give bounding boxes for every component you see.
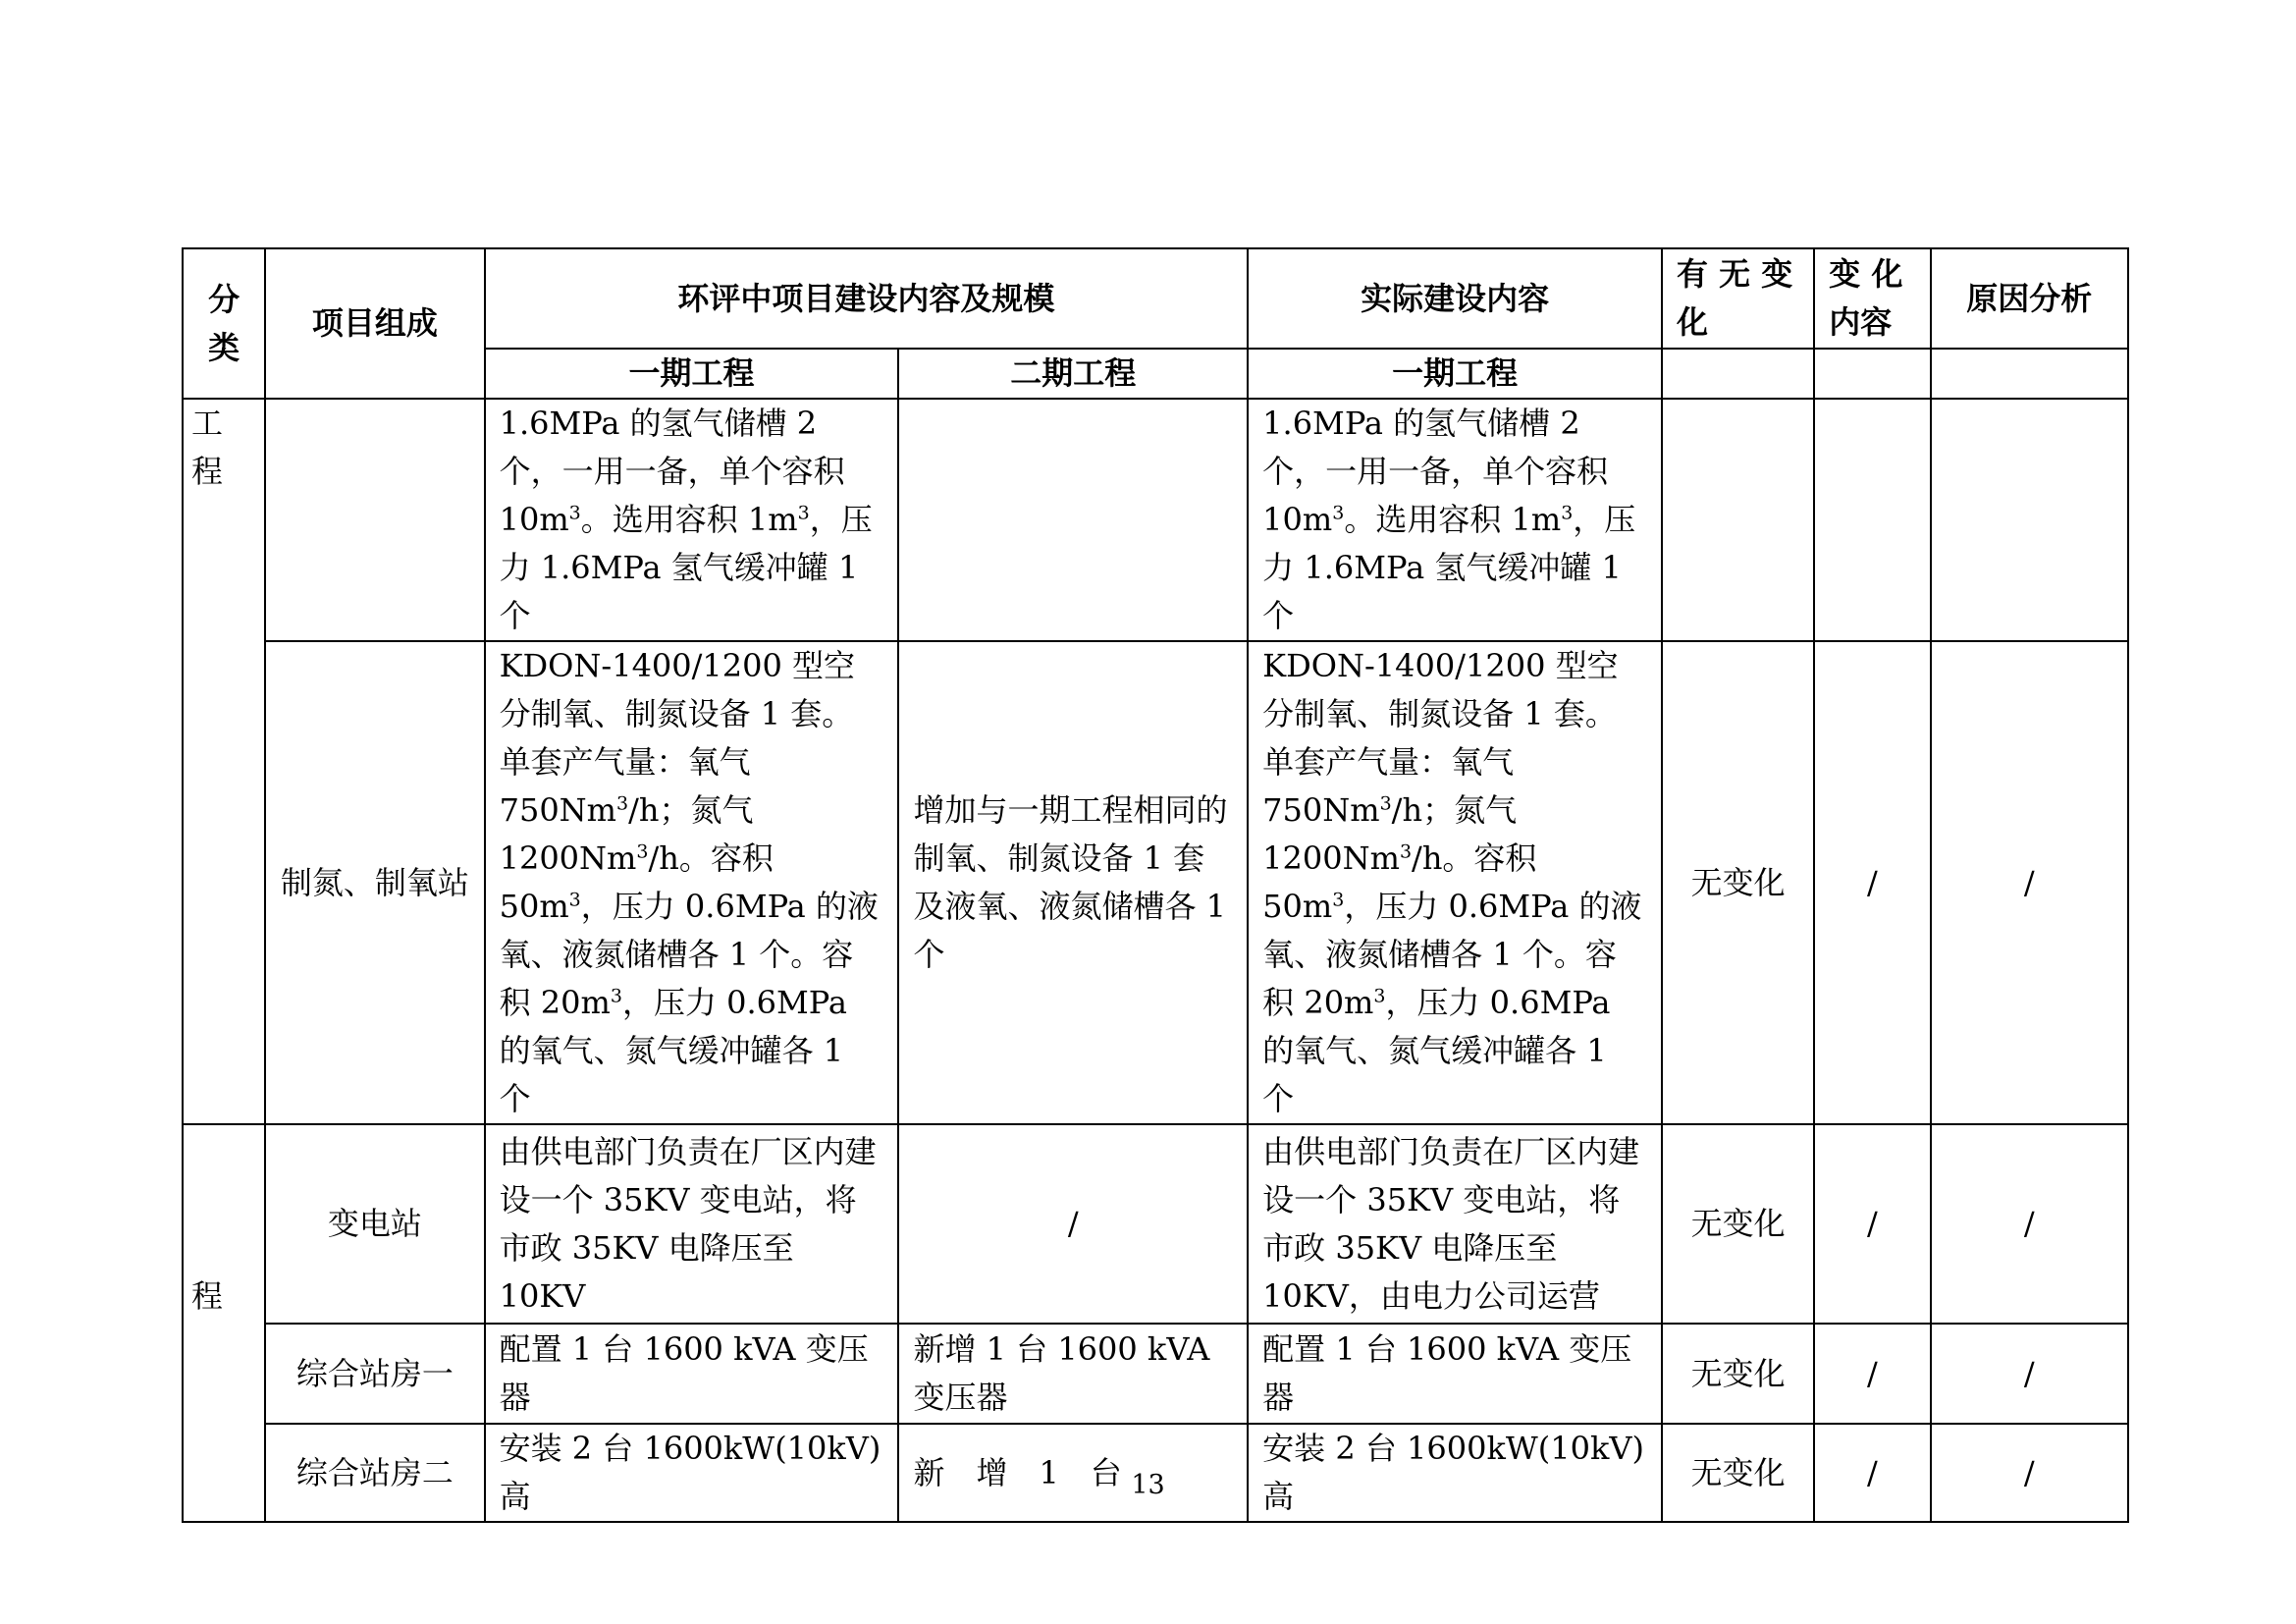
table-row <box>183 641 2128 1124</box>
change-cell: 无变化 <box>1662 1324 1814 1424</box>
change-cell: 无变化 <box>1662 1124 1814 1324</box>
construction-comparison-table <box>182 247 2129 1523</box>
change-content-cell: / <box>1814 1124 1930 1324</box>
category-cell: 工 程 <box>183 399 265 1124</box>
header-empty-cell <box>1814 349 1930 399</box>
phase2-cell: 新 增 1 台 <box>898 1424 1248 1522</box>
phase1-cell: KDON-1400/1200 型空分制氧、制氮设备 1 套。单套产气量：氧气 750Nm$^3$/h；氮气 1200Nm$^3$/h。容积 $50m^3$，压力 0.6MPa 的液氧、液氮储槽各 1 个。容积 $20m^3$，压力 0.6MPa 的氧气、氮气缓冲罐各 1 个 <box>485 641 899 1124</box>
change-content-cell <box>1814 399 1930 641</box>
reason-cell: / <box>1931 1424 2128 1522</box>
table-row <box>183 399 2128 641</box>
page-number: 13 <box>1131 1470 1165 1500</box>
change-content-cell: / <box>1814 641 1930 1124</box>
header-eia-content: 环评中项目建设内容及规模 <box>485 248 1249 349</box>
header-actual-phase1: 一期工程 <box>1248 349 1662 399</box>
header-category: 分 类 <box>183 248 265 399</box>
phase2-cell: / <box>898 1124 1248 1324</box>
phase1-cell: 配置 1 台 1600 kVA 变压器 <box>485 1324 899 1424</box>
table-row <box>183 1324 2128 1424</box>
actual-cell: KDON-1400/1200 型空分制氧、制氮设备 1 套。单套产气量：氧气 750Nm$^3$/h；氮气 1200Nm$^3$/h。容积 $50m^3$，压力 0.6MPa 的液氧、液氮储槽各 1 个。容积 $20m^3$，压力 0.6MPa 的氧气、氮气缓冲罐各 1 个 <box>1248 641 1662 1124</box>
change-content-cell: / <box>1814 1424 1930 1522</box>
reason-cell: / <box>1931 1324 2128 1424</box>
actual-cell: 配置 1 台 1600 kVA 变压器 <box>1248 1324 1662 1424</box>
header-has-change: 有 无 变 化 <box>1662 248 1814 349</box>
phase2-cell <box>898 399 1248 641</box>
category-cell: 程 <box>183 1124 265 1522</box>
phase1-cell: 安装 2 台 1600kW(10kV)高 <box>485 1424 899 1522</box>
phase2-cell: 增加与一期工程相同的制氧、制氮设备 1 套及液氧、液氮储槽各 1 个 <box>898 641 1248 1124</box>
reason-cell: / <box>1931 1124 2128 1324</box>
actual-cell: 1.6MPa 的氢气储槽 2 个，一用一备，单个容积 $10m^3$。选用容积 $1m^3$，压力 1.6MPa 氢气缓冲罐 1 个 <box>1248 399 1662 641</box>
header-empty-cell <box>1931 349 2128 399</box>
change-cell <box>1662 399 1814 641</box>
component-cell <box>265 399 484 641</box>
reason-cell <box>1931 399 2128 641</box>
component-cell: 综合站房一 <box>265 1324 484 1424</box>
change-cell: 无变化 <box>1662 641 1814 1124</box>
header-phase1: 一期工程 <box>485 349 899 399</box>
change-cell: 无变化 <box>1662 1424 1814 1522</box>
change-content-cell: / <box>1814 1324 1930 1424</box>
header-actual-content: 实际建设内容 <box>1248 248 1662 349</box>
phase1-cell: 1.6MPa 的氢气储槽 2 个，一用一备，单个容积 $10m^3$。选用容积 $1m^3$，压力 1.6MPa 氢气缓冲罐 1 个 <box>485 399 899 641</box>
component-cell: 变电站 <box>265 1124 484 1324</box>
header-empty-cell <box>1662 349 1814 399</box>
table-row <box>183 1124 2128 1324</box>
actual-cell: 安装 2 台 1600kW(10kV)高 <box>1248 1424 1662 1522</box>
header-reason: 原因分析 <box>1931 248 2128 349</box>
header-change-content: 变 化 内容 <box>1814 248 1930 349</box>
header-row <box>183 248 2128 349</box>
phase1-cell: 由供电部门负责在厂区内建设一个 35KV 变电站，将市政 35KV 电降压至 10KV <box>485 1124 899 1324</box>
reason-cell: / <box>1931 641 2128 1124</box>
phase2-cell: 新增 1 台 1600 kVA 变压器 <box>898 1324 1248 1424</box>
header-component: 项目组成 <box>265 248 484 399</box>
component-cell: 制氮、制氧站 <box>265 641 484 1124</box>
component-cell: 综合站房二 <box>265 1424 484 1522</box>
header-phase2: 二期工程 <box>898 349 1248 399</box>
actual-cell: 由供电部门负责在厂区内建设一个 35KV 变电站，将市政 35KV 电降压至 10KV，由电力公司运营 <box>1248 1124 1662 1324</box>
